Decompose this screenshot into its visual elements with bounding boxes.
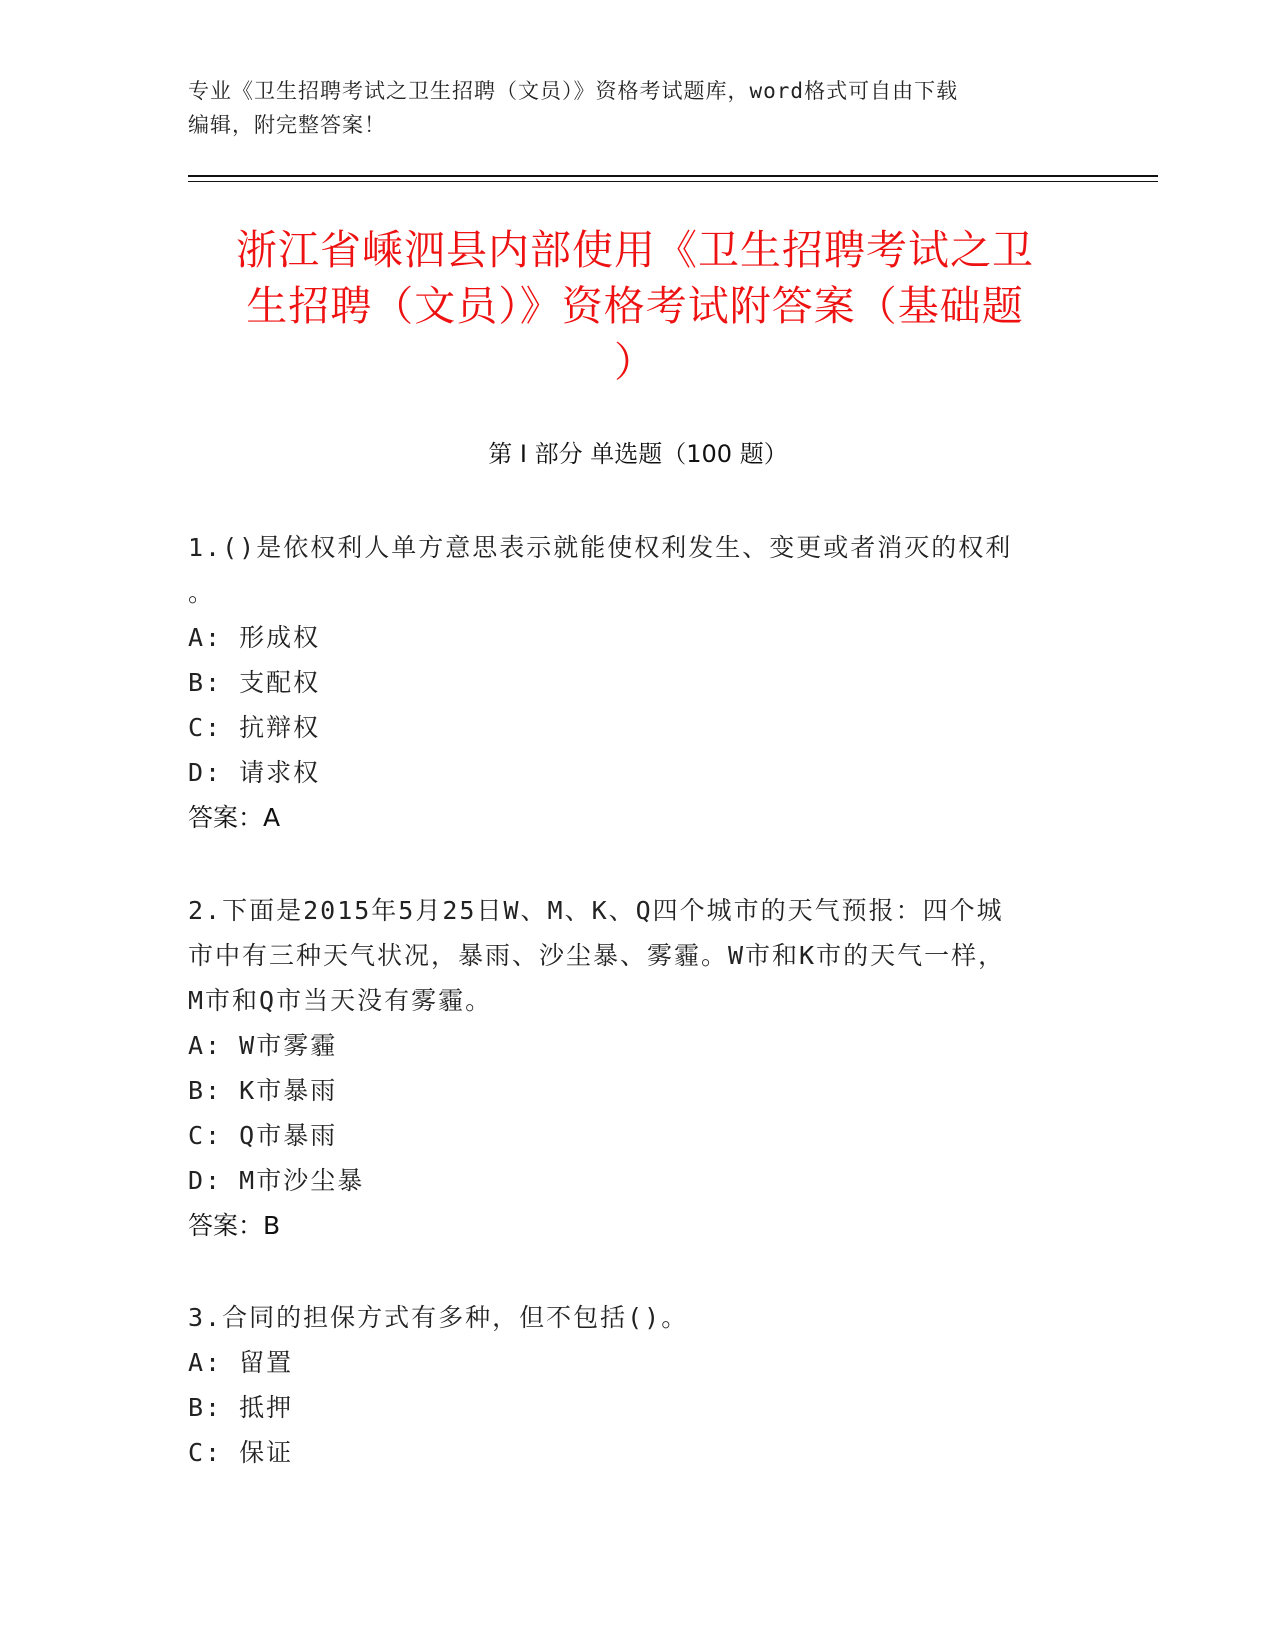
title-line-2: 生招聘（文员）》资格考试附答案（基础题 xyxy=(246,282,1024,330)
question-1 xyxy=(188,525,1068,840)
header-rule-thick xyxy=(188,175,1158,177)
section-title: 第 I 部分 单选题（100 题） xyxy=(488,440,788,468)
question-stem-line: 3.合同的担保方式有多种，但不包括()。 xyxy=(188,1303,689,1332)
option-a: A: 形成权 xyxy=(188,623,321,652)
option-d: D: M市沙尘暴 xyxy=(188,1166,365,1195)
question-3 xyxy=(188,1295,1068,1475)
option-a: A: 留置 xyxy=(188,1348,294,1377)
title-line-1: 浙江省嵊泗县内部使用《卫生招聘考试之卫 xyxy=(236,226,1034,274)
option-d: D: 请求权 xyxy=(188,758,321,787)
option-a: A: W市雾霾 xyxy=(188,1031,338,1060)
header-note xyxy=(188,74,1088,142)
header-rule-thin xyxy=(188,181,1158,182)
question-2 xyxy=(188,888,1068,1248)
header-note-line-1: 专业《卫生招聘考试之卫生招聘（文员）》资格考试题库，word格式可自由下载 xyxy=(188,79,959,103)
option-c: C: 抗辩权 xyxy=(188,713,321,742)
option-c: C: Q市暴雨 xyxy=(188,1121,338,1150)
question-stem-line: 市中有三种天气状况，暴雨、沙尘暴、雾霾。W市和K市的天气一样， xyxy=(188,941,1006,970)
document-title xyxy=(180,222,1090,390)
option-c: C: 保证 xyxy=(188,1438,294,1467)
title-line-3: ） xyxy=(614,338,656,386)
question-stem-line: 。 xyxy=(188,578,216,607)
header-note-line-2: 编辑，附完整答案！ xyxy=(188,113,386,137)
answer: 答案：B xyxy=(188,1211,281,1240)
option-b: B: 支配权 xyxy=(188,668,321,697)
question-stem-line: M市和Q市当天没有雾霾。 xyxy=(188,986,493,1015)
option-b: B: K市暴雨 xyxy=(188,1076,338,1105)
question-stem-line: 1.()是依权利人单方意思表示就能使权利发生、变更或者消灭的权利 xyxy=(188,533,1013,562)
question-stem-line: 2.下面是2015年5月25日W、M、K、Q四个城市的天气预报：四个城 xyxy=(188,896,1004,925)
answer: 答案：A xyxy=(188,803,281,832)
option-b: B: 抵押 xyxy=(188,1393,294,1422)
